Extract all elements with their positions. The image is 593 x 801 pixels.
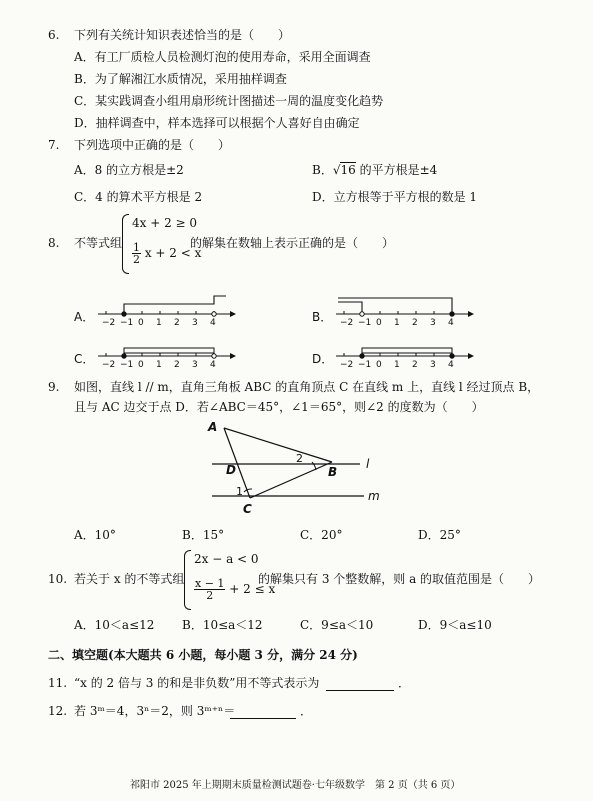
- fraction: $\frac{1}{2}$: [133, 241, 140, 266]
- q10-option-a: A．10＜a≤12: [74, 618, 155, 632]
- q11-text: “x 的 2 倍与 3 的和是非负数”用不等式表示为: [74, 676, 320, 690]
- q10-option-b: B．10≤a＜12: [182, 618, 263, 632]
- q9-line-2: 且与 AC 边交于点 D．若∠ABC＝45°，∠1＝65°，则∠2 的度数为（ ）: [74, 400, 484, 414]
- angle-2-label: 2: [296, 452, 303, 465]
- tick-label: −2: [340, 318, 354, 328]
- number-line-option-label: A．: [74, 310, 95, 324]
- q7-stem: 下列选项中正确的是（ ）: [74, 138, 231, 152]
- brace-icon: [184, 550, 191, 610]
- tick-label: 4: [448, 360, 454, 370]
- q6-option-a: A．有工厂质检人员检测灯泡的使用寿命，采用全面调查: [74, 50, 371, 64]
- q7-option-a: A．8 的立方根是±2: [74, 163, 184, 177]
- tick-label: −2: [102, 360, 116, 370]
- number-line-option-label: D．: [312, 352, 334, 366]
- q7-option-b-text: 的平方根是±4: [355, 163, 438, 177]
- q9-line-1: 如图，直线 l // m，直角三角板 ABC 的直角顶点 C 在直线 m 上，直线 l 经过顶点 B，: [74, 380, 540, 394]
- q7-option-b-label: B．: [312, 163, 333, 177]
- q10-stem-prefix: 若关于 x 的不等式组: [74, 572, 185, 586]
- q6-number: 6.: [48, 28, 60, 42]
- q10-option-d: D．9＜a≤10: [418, 618, 492, 632]
- q11-number: 11.: [48, 676, 68, 690]
- q8-stem-prefix: 不等式组: [74, 236, 123, 250]
- q10-stem-suffix: 的解集只有 3 个整数解，则 a 的取值范围是（ ）: [258, 572, 541, 586]
- tick-label: 0: [138, 360, 144, 370]
- q7-option-d: D．立方根等于平方根的数是 1: [312, 190, 478, 204]
- tick-label: 1: [156, 360, 162, 370]
- q6-option-b: B．为了解湘江水质情况，采用抽样调查: [74, 72, 287, 86]
- q9-option-c: C．20°: [300, 528, 343, 542]
- section-2-heading: 二、填空题(本大题共 6 小题，每小题 3 分，满分 24 分): [48, 648, 358, 662]
- tick-label: 1: [394, 318, 400, 328]
- line-l-label: l: [366, 457, 370, 471]
- q11-end: ．: [398, 676, 411, 690]
- q8-stem-suffix: 的解集在数轴上表示正确的是（ ）: [190, 236, 395, 250]
- sqrt-icon: √: [332, 163, 341, 177]
- q7-number: 7.: [48, 138, 60, 152]
- tick-label: −2: [102, 318, 116, 328]
- fraction: $\frac{x - 1}{2}$: [195, 577, 225, 602]
- point-d-label: D: [226, 463, 236, 477]
- number-line-option-label: C．: [74, 352, 95, 366]
- q10-number: 10.: [48, 572, 68, 586]
- q9-option-d: D．25°: [418, 528, 461, 542]
- line-m-label: m: [368, 489, 380, 503]
- point-c-label: C: [243, 502, 252, 516]
- page-footer: 祁阳市 2025 年上期期末质量检测试题卷·七年级数学 第 2 页（共 6 页）: [130, 780, 461, 791]
- q6-option-d: D．抽样调查中，样本选择可以根据个人喜好自由确定: [74, 116, 360, 130]
- q6-stem: 下列有关统计知识表述恰当的是（ ）: [74, 28, 291, 42]
- q12-number: 12.: [48, 704, 68, 718]
- tick-label: 2: [412, 318, 418, 328]
- tick-label: 0: [376, 360, 382, 370]
- q9-option-b: B．15°: [182, 528, 225, 542]
- q10-inequality-1: 2x − a < 0: [194, 552, 259, 566]
- point-b-label: B: [328, 465, 338, 479]
- q8-inequality-2-rest: x + 2 < x: [144, 246, 202, 260]
- number-line-option-label: B．: [312, 310, 333, 324]
- q10-option-c: C．9≤a＜10: [300, 618, 374, 632]
- tick-label: −1: [358, 318, 372, 328]
- tick-label: 2: [174, 360, 180, 370]
- segment-ab: [224, 428, 332, 462]
- q8-inequality-1: 4x + 2 ≥ 0: [132, 216, 198, 230]
- tick-label: 1: [156, 318, 162, 328]
- tick-label: −1: [120, 360, 134, 370]
- q10-inequality-system: [184, 550, 276, 610]
- q12-answer-blank[interactable]: [230, 704, 296, 719]
- tick-label: 4: [210, 318, 216, 328]
- tick-label: −1: [120, 318, 134, 328]
- tick-label: 2: [412, 360, 418, 370]
- tick-label: 0: [138, 318, 144, 328]
- tick-label: 3: [430, 360, 436, 370]
- tick-label: 3: [430, 318, 436, 328]
- q11-answer-blank[interactable]: [326, 676, 394, 691]
- tick-label: 0: [376, 318, 382, 328]
- tick-label: −2: [340, 360, 354, 370]
- q7-option-b-radicand: 16: [340, 163, 356, 177]
- tick-label: 4: [448, 318, 454, 328]
- angle-1-label: 1: [236, 485, 243, 498]
- tick-label: 3: [192, 360, 198, 370]
- q12-text: 若 3ᵐ＝4，3ⁿ＝2，则 3ᵐ⁺ⁿ＝: [74, 704, 236, 718]
- q9-number: 9.: [48, 380, 60, 394]
- q12-end: ．: [300, 704, 313, 718]
- angle-2-arc: [312, 462, 316, 470]
- tick-label: 3: [192, 318, 198, 328]
- point-a-label: A: [208, 420, 218, 434]
- tick-label: 2: [174, 318, 180, 328]
- q10-inequality-2-rest: + 2 ≤ x: [229, 582, 276, 596]
- segment-bc: [250, 462, 332, 498]
- q6-option-c: C．某实践调查小组用扇形统计图描述一周的温度变化趋势: [74, 94, 384, 108]
- q8-number: 8.: [48, 236, 60, 250]
- tick-label: −1: [358, 360, 372, 370]
- q9-option-a: A．10°: [74, 528, 116, 542]
- tick-label: 4: [210, 360, 216, 370]
- q7-option-c: C．4 的算术平方根是 2: [74, 190, 203, 204]
- tick-label: 1: [394, 360, 400, 370]
